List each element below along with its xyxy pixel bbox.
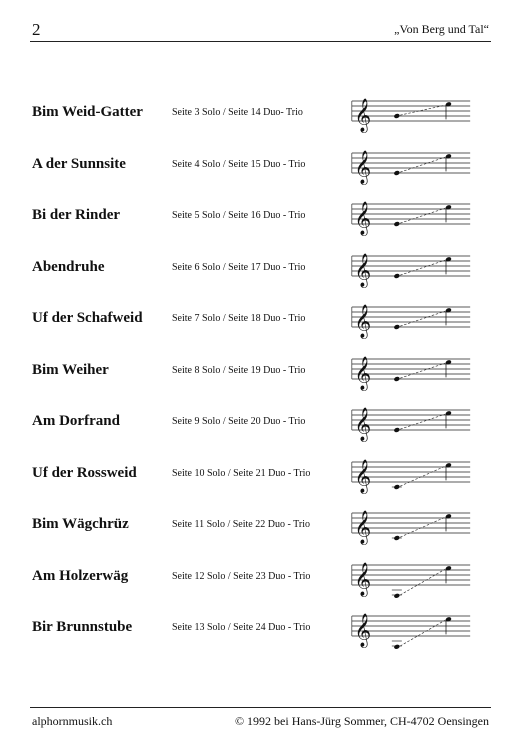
treble-clef-icon: 𝄞 — [354, 201, 372, 235]
song-pages: Seite 8 Solo / Seite 19 Duo - Trio — [172, 365, 306, 376]
running-title: „Von Berg und Tal“ — [394, 22, 489, 36]
song-row — [0, 611, 525, 651]
music-staff-incipit — [338, 199, 484, 239]
music-staff-incipit — [338, 405, 484, 445]
music-staff-incipit — [338, 302, 484, 342]
glissando-line — [400, 363, 445, 378]
start-note — [393, 644, 400, 650]
glissando-line — [400, 157, 445, 172]
song-row — [0, 405, 525, 445]
song-title: Uf der Rossweid — [32, 465, 137, 481]
song-title: Uf der Schafweid — [32, 310, 143, 326]
song-row — [0, 302, 525, 342]
glissando-line — [400, 208, 445, 223]
song-row — [0, 508, 525, 548]
song-row — [0, 199, 525, 239]
song-row — [0, 354, 525, 394]
glissando-line — [400, 517, 445, 537]
song-title: Am Dorfrand — [32, 413, 120, 429]
start-note — [393, 273, 400, 279]
song-pages: Seite 6 Solo / Seite 17 Duo - Trio — [172, 262, 306, 273]
song-pages: Seite 9 Solo / Seite 20 Duo - Trio — [172, 416, 306, 427]
start-note — [393, 324, 400, 330]
treble-clef-icon: 𝄞 — [354, 510, 372, 544]
song-pages: Seite 4 Solo / Seite 15 Duo - Trio — [172, 159, 306, 170]
glissando-line — [400, 620, 445, 646]
song-pages: Seite 13 Solo / Seite 24 Duo - Trio — [172, 622, 311, 633]
song-row — [0, 457, 525, 497]
treble-clef-icon: 𝄞 — [354, 613, 372, 647]
song-row — [0, 560, 525, 600]
song-title: Am Holzerwäg — [32, 568, 129, 584]
music-staff-incipit — [338, 508, 484, 548]
glissando-line — [400, 260, 445, 275]
song-title: Bir Brunnstube — [32, 619, 133, 635]
song-title: Bim Wägchrüz — [32, 516, 129, 532]
treble-clef-icon: 𝄞 — [354, 304, 372, 338]
start-note — [393, 376, 400, 382]
start-note — [393, 113, 400, 119]
song-pages: Seite 12 Solo / Seite 23 Duo - Trio — [172, 571, 311, 582]
glissando-line — [400, 569, 445, 595]
music-staff-incipit — [338, 251, 484, 291]
music-staff-incipit — [338, 96, 484, 136]
song-row — [0, 96, 525, 136]
footer-copyright: © 1992 bei Hans-Jürg Sommer, CH-4702 Oensingen — [234, 714, 489, 728]
music-staff-incipit — [338, 457, 484, 497]
treble-clef-icon: 𝄞 — [354, 562, 372, 596]
treble-clef-icon: 𝄞 — [354, 407, 372, 441]
footer-website: alphornmusik.ch — [32, 714, 113, 728]
glissando-line — [400, 466, 445, 486]
header-rule — [30, 41, 491, 42]
song-row — [0, 251, 525, 291]
music-staff-incipit — [338, 354, 484, 394]
music-staff-incipit — [338, 148, 484, 188]
start-note — [393, 593, 400, 599]
treble-clef-icon: 𝄞 — [354, 459, 372, 493]
music-staff-incipit — [338, 611, 484, 651]
glissando-line — [400, 105, 445, 115]
song-title: A der Sunnsite — [32, 156, 126, 172]
song-pages: Seite 3 Solo / Seite 14 Duo- Trio — [172, 107, 303, 118]
song-title: Abendruhe — [32, 259, 105, 275]
glissando-line — [400, 414, 445, 429]
start-note — [393, 170, 400, 176]
treble-clef-icon: 𝄞 — [354, 253, 372, 287]
song-pages: Seite 10 Solo / Seite 21 Duo - Trio — [172, 468, 311, 479]
song-title: Bim Weid-Gatter — [32, 104, 143, 120]
page-number: 2 — [32, 20, 41, 39]
start-note — [393, 427, 400, 433]
start-note — [393, 535, 400, 541]
music-staff-incipit — [338, 560, 484, 600]
glissando-line — [400, 311, 445, 326]
footer-rule — [30, 707, 491, 708]
start-note — [393, 221, 400, 227]
song-pages: Seite 7 Solo / Seite 18 Duo - Trio — [172, 313, 306, 324]
song-title: Bi der Rinder — [32, 207, 121, 223]
song-pages: Seite 11 Solo / Seite 22 Duo - Trio — [172, 519, 310, 530]
song-title: Bim Weiher — [32, 362, 109, 378]
song-row — [0, 148, 525, 188]
start-note — [393, 484, 400, 490]
treble-clef-icon: 𝄞 — [354, 356, 372, 390]
treble-clef-icon: 𝄞 — [354, 98, 372, 132]
treble-clef-icon: 𝄞 — [354, 150, 372, 184]
song-pages: Seite 5 Solo / Seite 16 Duo - Trio — [172, 210, 306, 221]
